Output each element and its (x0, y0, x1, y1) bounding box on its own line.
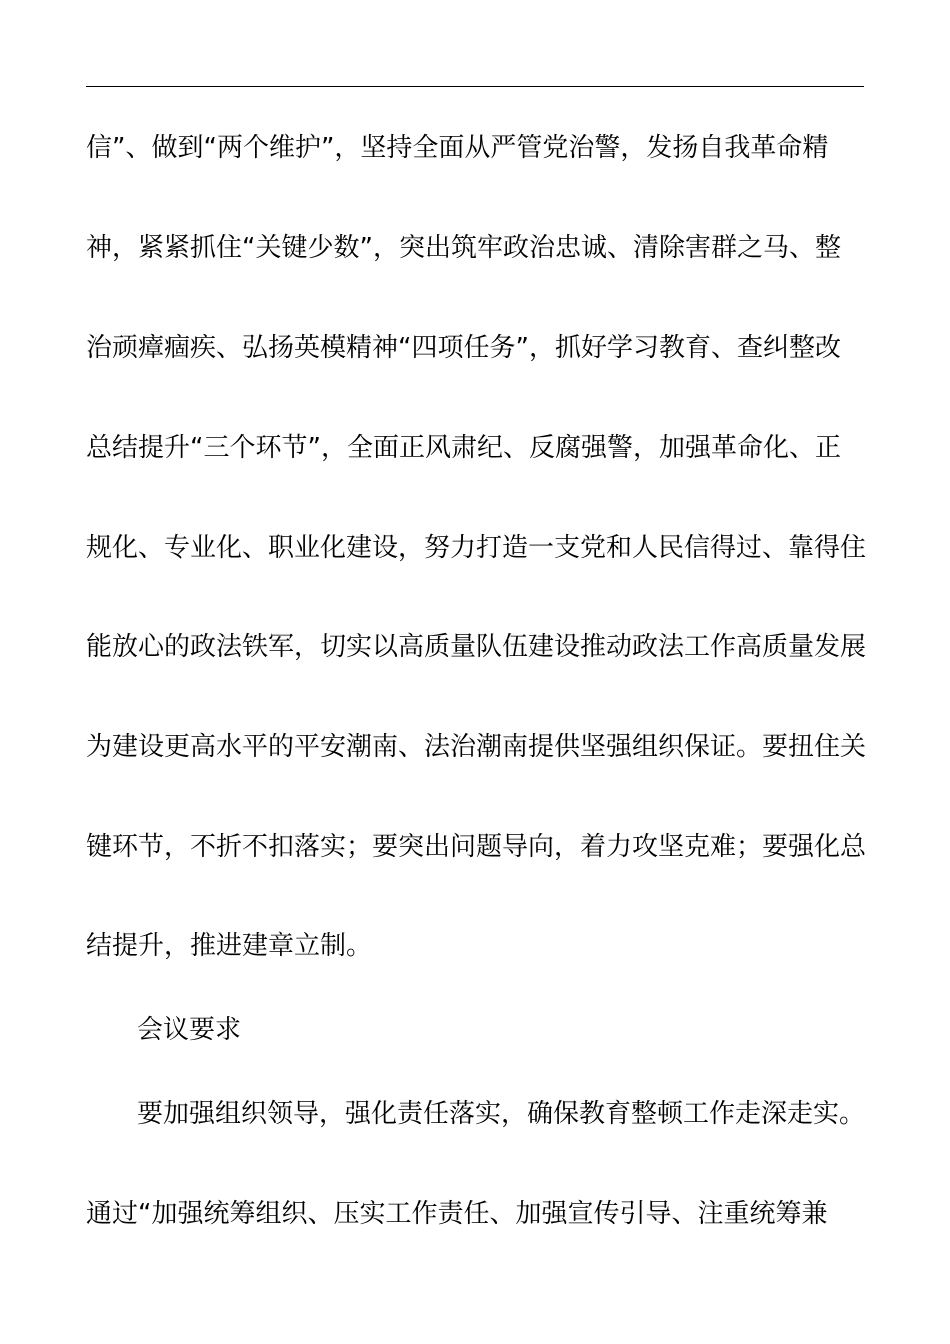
body-text-line: 总结提升“三个环节”，全面正风肃纪、反腐强警，加强革命化、正 (86, 433, 841, 463)
body-text-line: 通过“加强统筹组织、压实工作责任、加强宣传引导、注重统筹兼 (86, 1199, 828, 1229)
body-text-line: 键环节，不折不扣落实；要突出问题导向，着力攻坚克难；要强化总 (86, 832, 867, 862)
body-text-line: 信”、做到“两个维护”，坚持全面从严管党治警，发扬自我革命精 (86, 133, 829, 163)
body-text-line: 神，紧紧抓住“关键少数”，突出筑牢政治忠诚、清除害群之马、整 (86, 233, 841, 263)
header-rule (86, 86, 864, 87)
body-text-line: 为建设更高水平的平安潮南、法治潮南提供坚强组织保证。要扭住关 (86, 732, 867, 762)
body-text-line: 结提升，推进建章立制。 (86, 931, 373, 961)
body-text-line: 要加强组织领导，强化责任落实，确保教育整顿工作走深走实。 (137, 1099, 866, 1129)
section-heading: 会议要求 (137, 1015, 242, 1045)
body-text-line: 治顽瘴痼疾、弘扬英模精神“四项任务”，抓好学习教育、查纠整改 (86, 333, 841, 363)
body-text-line: 规化、专业化、职业化建设，努力打造一支党和人民信得过、靠得住 (86, 533, 867, 563)
body-text-line: 能放心的政法铁军，切实以高质量队伍建设推动政法工作高质量发展 (86, 632, 867, 662)
